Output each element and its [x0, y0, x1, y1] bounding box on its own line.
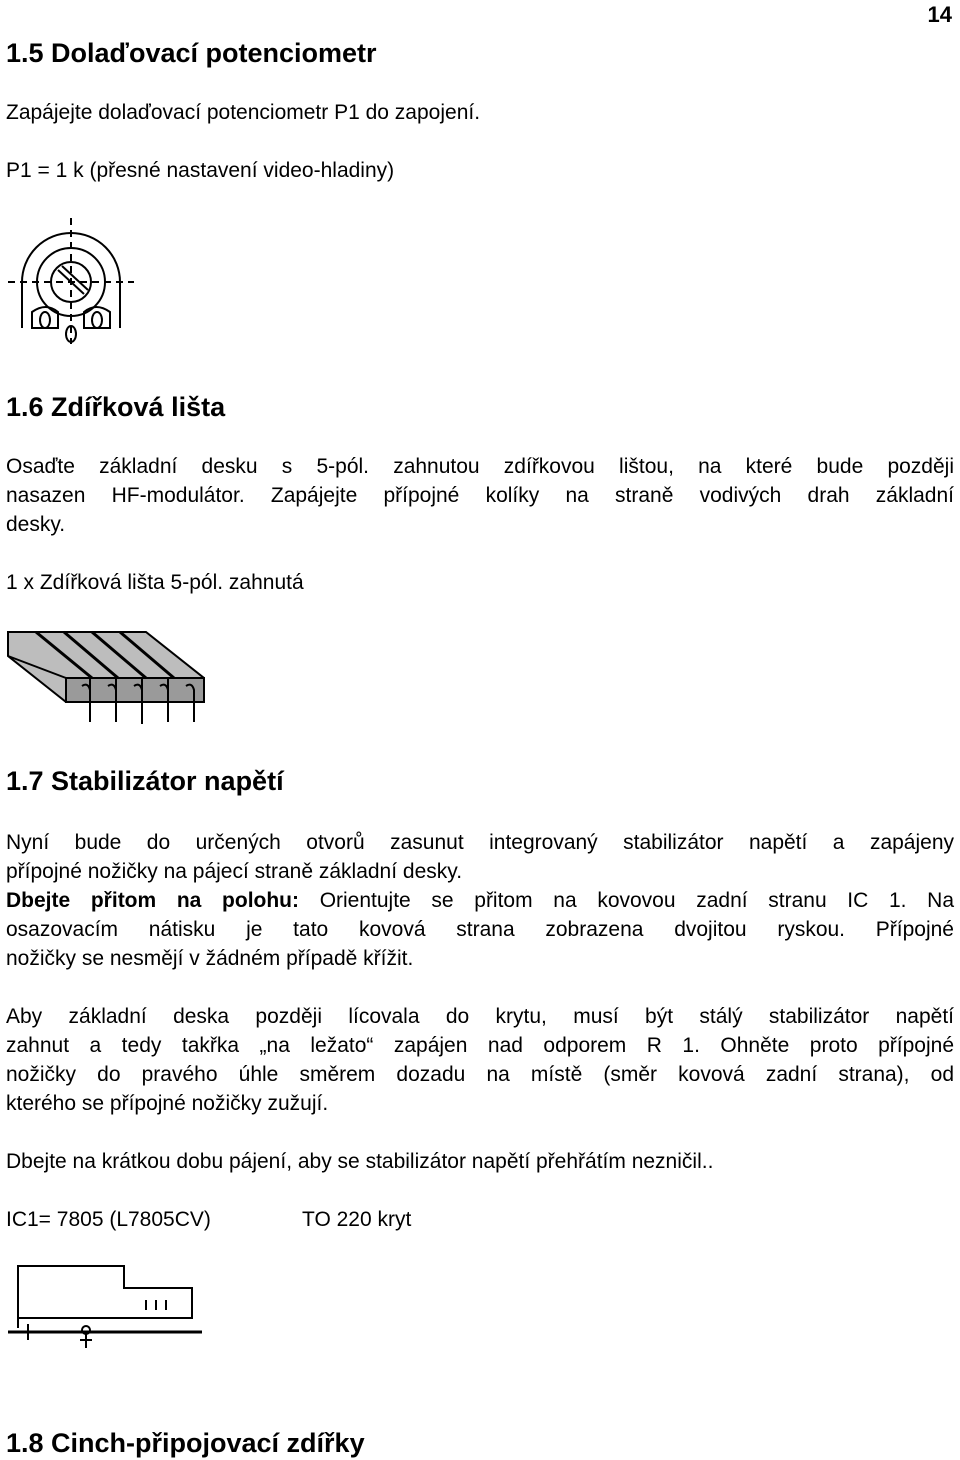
regulator-p1-line-2: přípojné nožičky na pájecí straně základní desky. — [6, 860, 463, 883]
voltage-regulator-drawing — [6, 1262, 206, 1352]
socket-strip-drawing — [6, 626, 206, 726]
potentiometer-part: P1 = 1 k (přesné nastavení video-hladiny) — [6, 159, 395, 182]
regulator-p2-line-1 — [6, 886, 954, 915]
potentiometer-instruction: Zapájejte dolaďovací potenciometr P1 do zapojení. — [6, 101, 481, 124]
section-title-1-7: 1.7 Stabilizátor napětí — [6, 766, 284, 796]
socket-strip-line-3: desky. — [6, 513, 66, 536]
regulator-p3-line-4: kterého se přípojné nožičky zužují. — [6, 1092, 329, 1115]
regulator-p2-line-3: nožičky se nesmějí v žádném případě křížit. — [6, 947, 414, 970]
regulator-p2-line-1-rest: Orientujte se přitom na kovovou zadní stranu IC 1. Na — [299, 889, 955, 912]
section-title-1-5: 1.5 Dolaďovací potenciometr — [6, 38, 377, 68]
socket-strip-part: 1 x Zdířková lišta 5-pól. zahnutá — [6, 571, 304, 594]
section-title-1-8: 1.8 Cinch-připojovací zdířky — [6, 1428, 365, 1458]
regulator-p1-line-1: Nyní bude do určených otvorů zasunut integrovaný stabilizátor napětí a zapájeny — [6, 831, 954, 854]
regulator-attention-label: Dbejte přitom na polohu: — [6, 889, 300, 912]
section-title-1-6: 1.6 Zdířková lišta — [6, 392, 226, 422]
potentiometer-footprint-drawing — [6, 216, 136, 346]
page-number: 14 — [927, 2, 952, 27]
regulator-soldering-warning: Dbejte na krátkou dobu pájení, aby se stabilizátor napětí přehřátím nezničil.. — [6, 1150, 714, 1173]
regulator-p3-line-3: nožičky do pravého úhle směrem dozadu na místě (směr kovová zadní strana), od — [6, 1063, 954, 1086]
regulator-part-name: IC1= 7805 (L7805CV) — [6, 1208, 211, 1231]
regulator-p3-line-1: Aby základní deska později lícovala do krytu, musí být stálý stabilizátor napětí — [6, 1005, 954, 1028]
regulator-part-case: TO 220 kryt — [302, 1208, 412, 1231]
socket-strip-line-2: nasazen HF-modulátor. Zapájejte přípojné kolíky na straně vodivých drah základní — [6, 484, 954, 507]
socket-strip-line-1: Osaďte základní desku s 5-pól. zahnutou zdířkovou lištou, na které bude později — [6, 455, 954, 478]
regulator-p3-line-2: zahnut a tedy takřka „na ležato“ zapájen nad odporem R 1. Ohněte proto přípojné — [6, 1034, 954, 1057]
regulator-p2-line-2: osazovacím nátisku je tato kovová strana zobrazena dvojitou ryskou. Přípojné — [6, 918, 954, 941]
